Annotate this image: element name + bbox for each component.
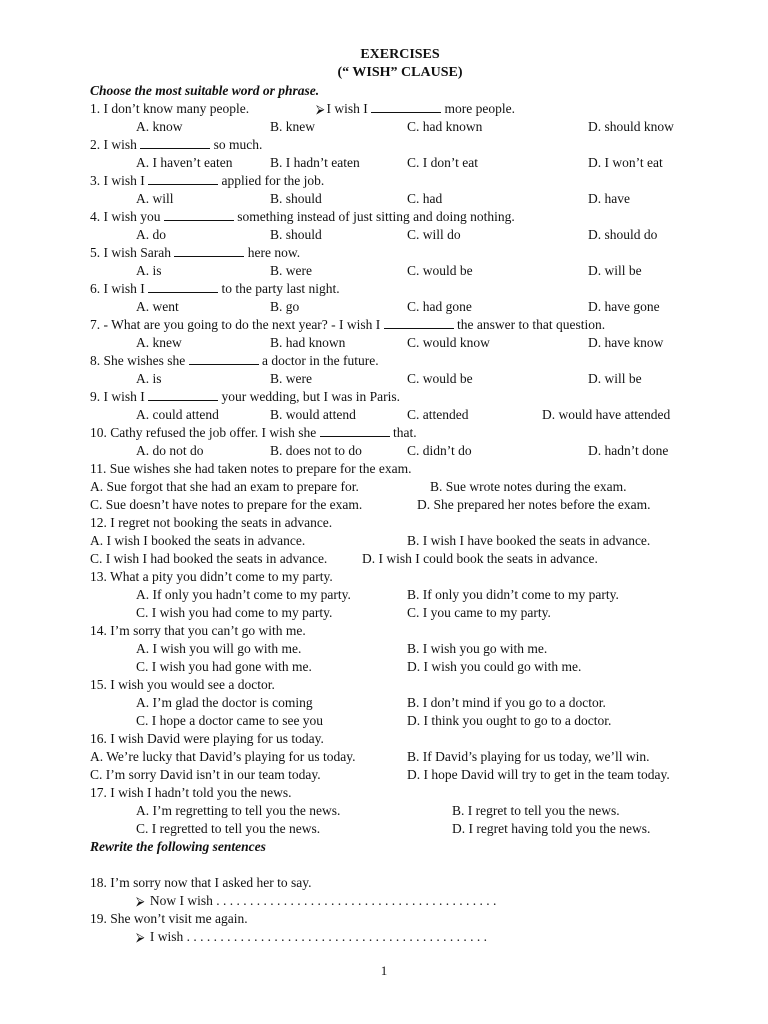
answer-blank — [148, 388, 218, 401]
options-row — [90, 604, 710, 622]
options-row — [90, 712, 710, 730]
option-c: C. Sue doesn’t have notes to prepare for the exam. — [90, 497, 363, 512]
answer-blank — [189, 352, 259, 365]
option-d: D. I regret having told you the news. — [452, 821, 651, 836]
options-row — [90, 496, 710, 514]
option-c: C. I regretted to tell you the news. — [136, 821, 321, 836]
option-b: B. should — [270, 227, 322, 242]
option-b: B. would attend — [270, 407, 356, 422]
option-a: A. could attend — [136, 407, 219, 422]
option-a: A. I haven’t eaten — [136, 155, 233, 170]
option-b: B. I hadn’t eaten — [270, 155, 360, 170]
option-d: D. should do — [588, 227, 658, 242]
option-b: B. I don’t mind if you go to a doctor. — [407, 695, 606, 710]
option-a: A. I wish I booked the seats in advance. — [90, 533, 306, 548]
rewrite-answer: ⮚ Now I wish . . . . . . . . . . . . . . . . . . . . . . . . . . . . . . . . . . . . . . . . . . — [136, 893, 497, 908]
options-row — [90, 802, 710, 820]
options-row — [90, 820, 710, 838]
option-c: C. I wish you had gone with me. — [136, 659, 312, 674]
option-b: B. I wish you go with me. — [407, 641, 548, 656]
option-a: A. Sue forgot that she had an exam to prepare for. — [90, 479, 359, 494]
question-stem — [90, 874, 710, 892]
option-d: D. should know — [588, 119, 674, 134]
option-c: C. attended — [407, 407, 469, 422]
option-c: C. I hope a doctor came to see you — [136, 713, 324, 728]
option-d: D. I won’t eat — [588, 155, 663, 170]
question-text: 9. I wish I your wedding, but I was in Paris. — [90, 389, 400, 404]
option-d: D. hadn’t done — [588, 443, 669, 458]
option-a: A. knew — [136, 335, 182, 350]
option-c: C. I’m sorry David isn’t in our team today. — [90, 767, 321, 782]
options-row — [90, 748, 710, 766]
question-text: 3. I wish I applied for the job. — [90, 173, 325, 188]
option-c: C. had known — [407, 119, 483, 134]
option-a: A. is — [136, 263, 162, 278]
question-stem — [90, 352, 710, 370]
answer-blank — [140, 136, 210, 149]
options-row — [90, 334, 710, 352]
question-text: ⮚ I wish I more people. — [316, 101, 516, 116]
options-row — [90, 370, 710, 388]
option-a: A. know — [136, 119, 183, 134]
page-subtitle: (“ WISH” CLAUSE) — [337, 65, 463, 80]
question-stem — [90, 424, 710, 442]
option-a: A. is — [136, 371, 162, 386]
option-b: B. should — [270, 191, 322, 206]
rewrite-line — [90, 892, 710, 910]
arrow-icon: ⮚ — [136, 930, 145, 944]
option-b: B. go — [270, 299, 300, 314]
question-stem — [90, 100, 710, 118]
options-row — [90, 406, 710, 424]
option-a: A. We’re lucky that David’s playing for us today. — [90, 749, 356, 764]
question-text: 10. Cathy refused the job offer. I wish she that. — [90, 425, 417, 440]
option-b: B. I regret to tell you the news. — [452, 803, 620, 818]
option-a: A. If only you hadn’t come to my party. — [136, 587, 351, 602]
question-stem — [90, 910, 710, 928]
option-c: C. will do — [407, 227, 461, 242]
option-d: D. I hope David will try to get in the team today. — [407, 767, 670, 782]
question-stem — [90, 316, 710, 334]
question-stem — [90, 514, 710, 532]
rewrite-line — [90, 928, 710, 946]
question-text: 5. I wish Sarah here now. — [90, 245, 301, 260]
question-text: 14. I’m sorry that you can’t go with me. — [90, 623, 306, 638]
option-b: B. were — [270, 263, 312, 278]
option-c: C. had gone — [407, 299, 472, 314]
question-stem — [90, 244, 710, 262]
question-stem — [90, 622, 710, 640]
options-row — [90, 532, 710, 550]
option-a: A. I’m regretting to tell you the news. — [136, 803, 341, 818]
option-d: D. I wish I could book the seats in advance. — [362, 551, 598, 566]
option-c: C. had — [407, 191, 443, 206]
question-text: 7. - What are you going to do the next year? - I wish I the answer to that question. — [90, 317, 606, 332]
option-d: D. have — [588, 191, 630, 206]
options-row — [90, 226, 710, 244]
options-row — [90, 154, 710, 172]
options-row — [90, 478, 710, 496]
question-text: 2. I wish so much. — [90, 137, 263, 152]
option-d: D. would have attended — [542, 407, 671, 422]
question-stem — [90, 676, 710, 694]
instruction-choose: Choose the most suitable word or phrase. — [90, 83, 320, 98]
options-row — [90, 640, 710, 658]
option-d: D. have know — [588, 335, 664, 350]
option-c: C. didn’t do — [407, 443, 472, 458]
options-row — [90, 298, 710, 316]
option-c: C. would be — [407, 263, 473, 278]
question-text: 11. Sue wishes she had taken notes to prepare for the exam. — [90, 461, 412, 476]
question-text: 18. I’m sorry now that I asked her to say. — [90, 875, 312, 890]
option-b: B. knew — [270, 119, 315, 134]
question-text: 1. I don’t know many people. — [90, 101, 250, 116]
option-c: C. I wish you had come to my party. — [136, 605, 333, 620]
question-text: 13. What a pity you didn’t come to my party. — [90, 569, 333, 584]
question-text: 15. I wish you would see a doctor. — [90, 677, 275, 692]
option-a: A. will — [136, 191, 174, 206]
option-a: A. I’m glad the doctor is coming — [136, 695, 313, 710]
option-a: A. do not do — [136, 443, 204, 458]
question-stem — [90, 280, 710, 298]
question-stem — [90, 172, 710, 190]
options-row — [90, 766, 710, 784]
option-b: B. Sue wrote notes during the exam. — [430, 479, 627, 494]
question-stem — [90, 568, 710, 586]
options-row — [90, 658, 710, 676]
question-text: 12. I regret not booking the seats in advance. — [90, 515, 333, 530]
option-d: D. I wish you could go with me. — [407, 659, 582, 674]
option-a: A. went — [136, 299, 179, 314]
page-number: 1 — [380, 963, 388, 978]
answer-blank — [148, 172, 218, 185]
option-d: D. have gone — [588, 299, 660, 314]
option-b: B. I wish I have booked the seats in advance. — [407, 533, 651, 548]
option-a: A. I wish you will go with me. — [136, 641, 302, 656]
question-stem — [90, 388, 710, 406]
arrow-icon: ⮚ — [316, 102, 325, 116]
options-row — [90, 442, 710, 460]
option-b: B. If David’s playing for us today, we’ll win. — [407, 749, 650, 764]
question-stem — [90, 460, 710, 478]
question-text: 19. She won’t visit me again. — [90, 911, 248, 926]
option-d: C. I you came to my party. — [407, 605, 551, 620]
question-text: 4. I wish you something instead of just sitting and doing nothing. — [90, 209, 515, 224]
answer-blank — [164, 208, 234, 221]
answer-blank — [174, 244, 244, 257]
question-stem — [90, 784, 710, 802]
option-b: B. had known — [270, 335, 346, 350]
option-b: B. If only you didn’t come to my party. — [407, 587, 619, 602]
options-row — [90, 262, 710, 280]
option-d: D. will be — [588, 263, 642, 278]
option-d: D. will be — [588, 371, 642, 386]
rewrite-answer: ⮚ I wish . . . . . . . . . . . . . . . . . . . . . . . . . . . . . . . . . . . . . . . . . . . . . — [136, 929, 488, 944]
question-text: 16. I wish David were playing for us today. — [90, 731, 324, 746]
question-stem — [90, 730, 710, 748]
options-row — [90, 190, 710, 208]
answer-blank — [384, 316, 454, 329]
exercise-page — [90, 46, 710, 946]
answer-blank — [148, 280, 218, 293]
option-d: D. I think you ought to go to a doctor. — [407, 713, 612, 728]
option-c: C. I don’t eat — [407, 155, 478, 170]
question-stem — [90, 136, 710, 154]
option-a: A. do — [136, 227, 166, 242]
option-c: C. I wish I had booked the seats in advance. — [90, 551, 328, 566]
option-b: B. does not to do — [270, 443, 362, 458]
question-stem — [90, 208, 710, 226]
options-row — [90, 550, 710, 568]
options-row — [90, 694, 710, 712]
options-row — [90, 586, 710, 604]
answer-blank — [320, 424, 390, 437]
page-title: EXERCISES — [360, 47, 440, 62]
option-d: D. She prepared her notes before the exam. — [417, 497, 651, 512]
question-text: 8. She wishes she a doctor in the future. — [90, 353, 379, 368]
question-text: 6. I wish I to the party last night. — [90, 281, 340, 296]
option-b: B. were — [270, 371, 312, 386]
instruction-rewrite: Rewrite the following sentences — [90, 839, 266, 854]
question-text: 17. I wish I hadn’t told you the news. — [90, 785, 292, 800]
option-c: C. would know — [407, 335, 490, 350]
answer-blank — [371, 100, 441, 113]
option-c: C. would be — [407, 371, 473, 386]
arrow-icon: ⮚ — [136, 894, 145, 908]
options-row — [90, 118, 710, 136]
